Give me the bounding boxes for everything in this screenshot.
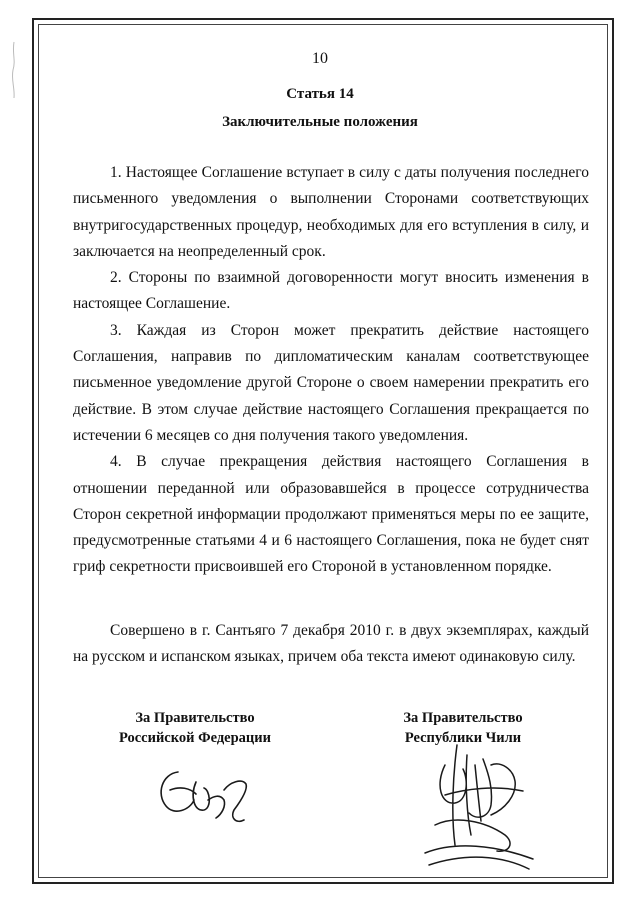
closing-statement: Совершено в г. Сантьяго 7 декабря 2010 г. в двух экземплярах, каждый на русском и испанском языках, причем оба текста имеют одинаковую силу.	[73, 622, 589, 666]
article-title: Статья 14	[286, 86, 354, 102]
section-title: Заключительные положения	[222, 114, 418, 130]
signature-block-russia	[95, 708, 295, 748]
signature-russia-line2: Российской Федерации	[118, 730, 271, 746]
handwritten-signature-chile	[405, 725, 545, 875]
paragraph-2: 2. Стороны по взаимной договоренности могут вносить изменения в настоящее Соглашение.	[73, 269, 589, 313]
signature-russia-line1: За Правительство	[135, 710, 255, 726]
article-body	[73, 160, 589, 581]
paragraph-4: 4. В случае прекращения действия настоящего Соглашения в отношении переданной или образовавшейся в процессе сотрудничества Сторон секретной информации продолжают применяться меры по ее защите, предусмотренные статьями 4 и 6 настоящего Соглашения, пока не будет снят гриф секретности присвоившей его Стороной в установленном порядке.	[73, 453, 589, 576]
page-number: 10	[312, 50, 328, 67]
signature-chile-line1: За Правительство	[403, 710, 523, 726]
signature-chile-line2: Республики Чили	[404, 730, 522, 746]
paragraph-3: 3. Каждая из Сторон может прекратить действие настоящего Соглашения, направив по дипломатическим каналам соответствующее письменное уведомление другой Стороне о своем намерении прекратить его действие. В этом случае действие настоящего Соглашения прекращается по истечении 6 месяцев со дня получения такого уведомления.	[73, 321, 589, 444]
handwritten-signature-russia	[150, 760, 260, 830]
paragraph-1: 1. Настоящее Соглашение вступает в силу с даты получения последнего письменного уведомления о выполнении Сторонами соответствующих внутригосударственных процедур, необходимых для его вступления в силу, и заключается на неопределенный срок.	[73, 164, 589, 260]
